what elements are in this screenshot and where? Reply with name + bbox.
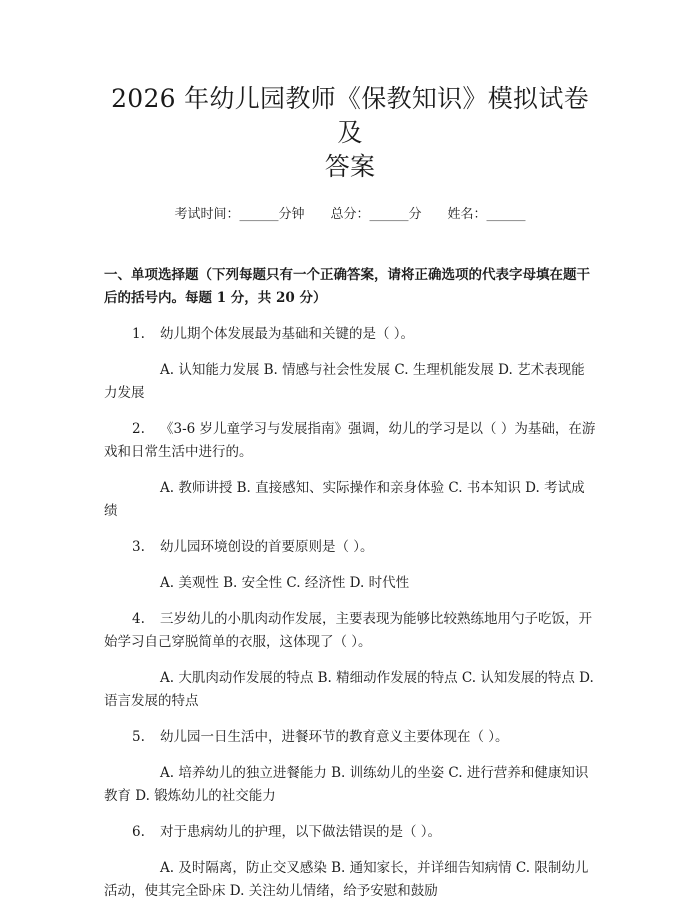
question-5: [104, 726, 596, 749]
question-number: 1.: [132, 326, 145, 342]
exam-title-line2: 答案: [324, 152, 376, 181]
question-stem: 幼儿园一日生活中，进餐环节的教育意义主要体现在（ ）。: [160, 729, 509, 745]
question-1-options: A. 认知能力发展 B. 情感与社会性发展 C. 生理机能发展 D. 艺术表现能力发展: [104, 362, 585, 401]
question-number: 2.: [132, 421, 145, 437]
question-stem: 三岁幼儿的小肌肉动作发展，主要表现为能够比较熟练地用勺子吃饭，开始学习自己穿脱简单的衣服，这体现了（ ）。: [104, 611, 592, 650]
question-number: 6.: [132, 824, 145, 840]
question-stem: 对于患病幼儿的护理，以下做法错误的是（ ）。: [160, 824, 442, 840]
question-4: [104, 608, 596, 654]
question-number: 3.: [132, 539, 145, 555]
exam-meta: [104, 206, 596, 224]
question-3: [104, 536, 596, 559]
question-6: [104, 821, 596, 844]
question-stem: 幼儿园环境创设的首要原则是（ ）。: [160, 539, 374, 555]
section-heading: 一、单项选择题（下列每题只有一个正确答案，请将正确选项的代表字母填在题干后的括号内。每题 1 分，共 20 分）: [104, 267, 590, 306]
question-stem: 幼儿期个体发展最为基础和关键的是（ ）。: [160, 326, 415, 342]
question-2: [104, 418, 596, 464]
question-6-options: A. 及时隔离，防止交叉感染 B. 通知家长，并详细告知病情 C. 限制幼儿活动，使其完全卧床 D. 关注幼儿情绪，给予安慰和鼓励: [104, 860, 589, 899]
name-field: 姓名：______: [447, 207, 526, 222]
exam-title-line1: 2026 年幼儿园教师《保教知识》模拟试卷及: [111, 84, 589, 147]
question-2-options: A. 教师讲授 B. 直接感知、实际操作和亲身体验 C. 书本知识 D. 考试成绩: [104, 480, 585, 519]
question-number: 4.: [132, 611, 145, 627]
question-5-options: A. 培养幼儿的独立进餐能力 B. 训练幼儿的坐姿 C. 进行营养和健康知识教育 D. 锻炼幼儿的社交能力: [104, 765, 589, 804]
exam-title: [104, 0, 596, 184]
question-4-options: A. 大肌肉动作发展的特点 B. 精细动作发展的特点 C. 认知发展的特点 D. 语言发展的特点: [104, 670, 594, 709]
question-1: [104, 323, 596, 346]
question-list: [104, 323, 596, 903]
question-number: 5.: [132, 729, 145, 745]
question-3-options: A. 美观性 B. 安全性 C. 经济性 D. 时代性: [160, 575, 410, 591]
question-stem: 《3-6 岁儿童学习与发展指南》强调，幼儿的学习是以（ ）为基础，在游戏和日常生活中进行的。: [104, 421, 596, 460]
total-score-field: 总分：______分: [330, 207, 422, 222]
exam-time-field: 考试时间：______分钟: [174, 207, 305, 222]
